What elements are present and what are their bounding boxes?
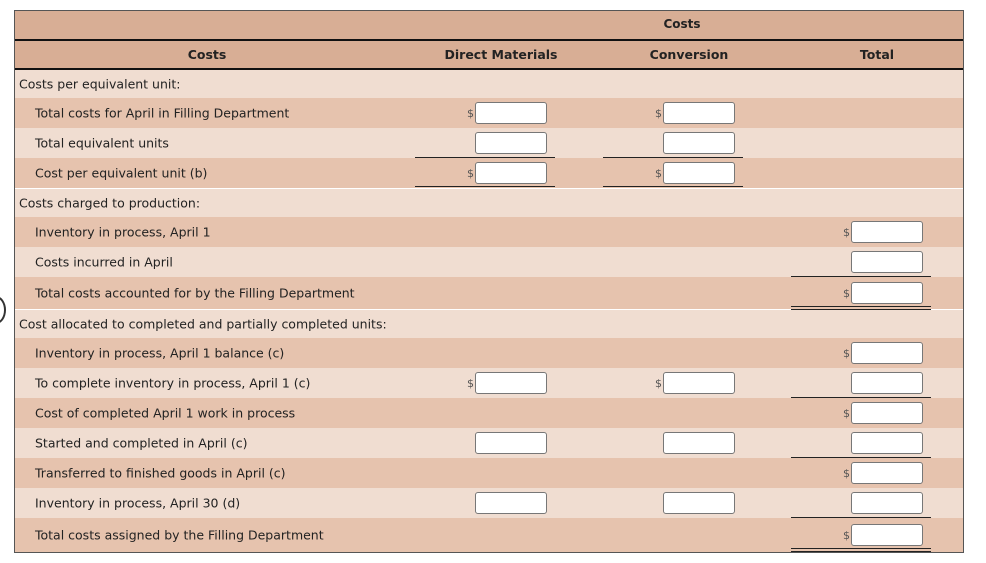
column-header-total: Total xyxy=(859,47,895,62)
row-label: Costs incurred in April xyxy=(35,254,173,270)
double-underline-top xyxy=(791,306,931,307)
table-row xyxy=(15,217,963,247)
dollar-sign: $ xyxy=(655,377,662,390)
costs-group-caption: Costs xyxy=(663,17,701,31)
dm-to-complete-input[interactable] xyxy=(475,372,547,394)
conversion-equivalent-units-input[interactable] xyxy=(663,132,735,154)
dollar-sign: $ xyxy=(843,226,850,239)
total-completed-april1-wip-input[interactable] xyxy=(851,402,923,424)
row-label: Transferred to finished goods in April (c) xyxy=(35,465,286,481)
column-header-conversion: Conversion xyxy=(649,47,729,62)
row-label: To complete inventory in process, April 1 (c) xyxy=(35,375,311,391)
total-inventory-april1-balance-input[interactable] xyxy=(851,342,923,364)
total-costs-incurred-input[interactable] xyxy=(851,251,923,273)
row-label: Total costs assigned by the Filling Department xyxy=(35,527,324,543)
row-label: Inventory in process, April 1 balance (c) xyxy=(35,345,285,361)
conversion-cost-per-unit-input[interactable] xyxy=(663,162,735,184)
total-started-completed-input[interactable] xyxy=(851,432,923,454)
row-label: Cost per equivalent unit (b) xyxy=(35,165,208,181)
dollar-sign: $ xyxy=(655,107,662,120)
row-label: Costs per equivalent unit: xyxy=(19,76,181,92)
table-row xyxy=(15,368,963,398)
double-underline-bottom xyxy=(791,551,931,552)
section-row xyxy=(15,189,963,217)
section-row xyxy=(15,70,963,98)
table-row xyxy=(15,458,963,488)
conversion-inventory-april30-input[interactable] xyxy=(663,492,735,514)
section-row xyxy=(15,310,963,338)
conversion-started-completed-input[interactable] xyxy=(663,432,735,454)
total-costs-accounted-input[interactable] xyxy=(851,282,923,304)
dm-cost-per-unit-input[interactable] xyxy=(475,162,547,184)
dm-equivalent-units-input[interactable] xyxy=(475,132,547,154)
table-row xyxy=(15,488,963,518)
dollar-sign: $ xyxy=(843,347,850,360)
total-inventory-april30-input[interactable] xyxy=(851,492,923,514)
table-row xyxy=(15,428,963,458)
total-costs-assigned-input[interactable] xyxy=(851,524,923,546)
header-columns-row xyxy=(15,41,963,68)
dollar-sign: $ xyxy=(655,167,662,180)
row-label: Total equivalent units xyxy=(35,135,169,151)
row-label: Total costs for April in Filling Department xyxy=(35,105,290,121)
dollar-sign: $ xyxy=(467,167,474,180)
dm-inventory-april30-input[interactable] xyxy=(475,492,547,514)
column-header-costs: Costs xyxy=(187,47,227,62)
table-row xyxy=(15,247,963,277)
dollar-sign: $ xyxy=(467,377,474,390)
table-row xyxy=(15,398,963,428)
column-header-direct-materials: Direct Materials xyxy=(444,47,558,62)
table-row xyxy=(15,128,963,158)
dollar-sign: $ xyxy=(467,107,474,120)
partial-circle-marker xyxy=(0,296,6,324)
dollar-sign: $ xyxy=(843,529,850,542)
conversion-to-complete-input[interactable] xyxy=(663,372,735,394)
conversion-total-costs-input[interactable] xyxy=(663,102,735,124)
double-underline-top xyxy=(791,548,931,549)
row-label: Total costs accounted for by the Filling Department xyxy=(35,285,355,301)
table-row xyxy=(15,338,963,368)
row-label: Inventory in process, April 1 xyxy=(35,224,211,240)
dm-total-costs-input[interactable] xyxy=(475,102,547,124)
double-underline-top xyxy=(415,186,555,187)
double-underline-top xyxy=(603,186,743,187)
table-row xyxy=(15,158,963,188)
header-group-row xyxy=(15,11,963,39)
table-row xyxy=(15,277,963,309)
dollar-sign: $ xyxy=(843,407,850,420)
dollar-sign: $ xyxy=(843,467,850,480)
table-row xyxy=(15,518,963,552)
row-label: Started and completed in April (c) xyxy=(35,435,248,451)
cost-of-production-table xyxy=(14,10,964,553)
table-row xyxy=(15,98,963,128)
row-label: Inventory in process, April 30 (d) xyxy=(35,495,241,511)
row-label: Cost of completed April 1 work in process xyxy=(35,405,296,421)
total-to-complete-input[interactable] xyxy=(851,372,923,394)
dm-started-completed-input[interactable] xyxy=(475,432,547,454)
total-inventory-april1-input[interactable] xyxy=(851,221,923,243)
row-label: Costs charged to production: xyxy=(19,195,201,211)
dollar-sign: $ xyxy=(843,287,850,300)
total-transferred-finished-goods-input[interactable] xyxy=(851,462,923,484)
row-label: Cost allocated to completed and partially completed units: xyxy=(19,316,387,332)
